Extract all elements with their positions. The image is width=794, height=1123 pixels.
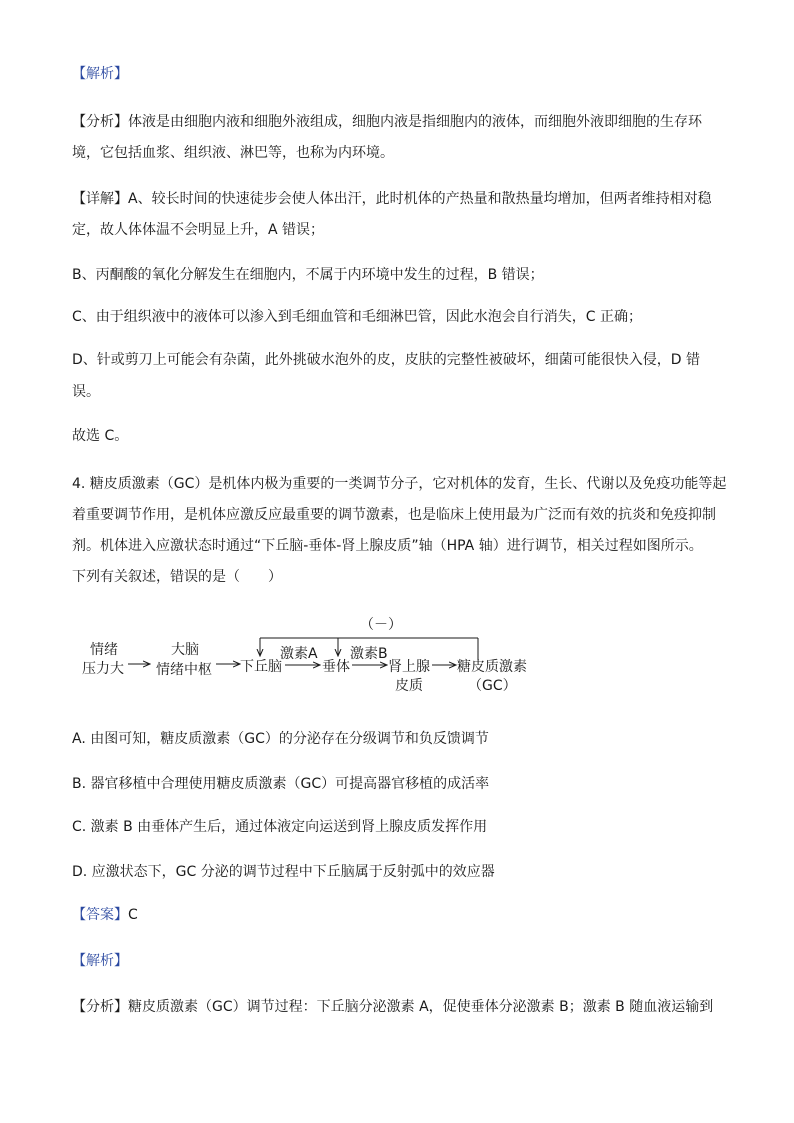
feedback-sign: （－） [360,617,402,633]
brain-label-line1: 大脑 [171,642,199,658]
option-d: D. 应激状态下，GC 分泌的调节过程中下丘脑属于反射弧中的效应器 [72,864,495,880]
detail-option-b: B、丙酮酸的氧化分解发生在细胞内，不属于内环境中发生的过程，B 错误； [72,267,544,283]
pituitary-label: 垂体 [322,659,350,675]
gc-label-line2: （GC） [468,678,517,694]
analysis-paragraph-2 [72,997,713,1017]
detail-option-d-line2: 误。 [72,384,100,400]
analysis-label: 【分析】 [72,114,128,130]
detail-label: 【详解】 [72,191,128,207]
detail-option-c: C、由于组织液中的液体可以渗入到毛细血管和毛细淋巴管，因此水泡会自行消失，C 正确； [72,309,642,325]
question4-stem-line2: 着重要调节作用，是机体应激反应最重要的调节激素，也是临床上使用最为广泛而有效的抗炎和免疫抑制 [72,507,716,523]
analysis-text-2: 糖皮质激素（GC）调节过程：下丘脑分泌激素 A，促使垂体分泌激素 B；激素 B 随血液运输到 [128,999,714,1015]
stress-label-line1: 情绪 [90,642,118,658]
stress-label-line2: 压力大 [82,661,124,677]
detail-paragraph [72,189,712,209]
hypothalamus-label: 下丘脑 [240,659,282,675]
analysis-text-line1: 体液是由细胞内液和细胞外液组成，细胞内液是指细胞内的液体，而细胞外液即细胞的生存环 [128,114,702,130]
adrenal-label-line2: 皮质 [395,678,423,694]
analysis-label-2: 【分析】 [72,999,128,1015]
question4-stem-line3: 剂。机体进入应激状态时通过“下丘脑-垂体-肾上腺皮质”轴（HPA 轴）进行调节，相关过程如图所示。 [72,538,703,554]
hormone-a-label: 激素A [280,646,318,662]
detail-text-line2: 定，故人体体温不会明显上升，A 错误； [72,222,325,238]
question4-stem-line1: 4. 糖皮质激素（GC）是机体内极为重要的一类调节分子，它对机体的发育，生长、代谢以及免疫功能等起 [72,476,727,492]
analysis-heading-2: 【解析】 [72,953,128,969]
analysis-heading: 【解析】 [72,66,128,82]
answer-value: C [128,907,138,923]
adrenal-label-line1: 肾上腺 [388,659,430,675]
analysis-text-line2: 境，它包括血浆、组织液、淋巴等，也称为内环境。 [72,145,394,161]
section1-answer: 故选 C。 [72,428,129,444]
detail-option-d-line1: D、针或剪刀上可能会有杂菌，此外挑破水泡外的皮，皮肤的完整性被破坏，细菌可能很快入侵，D 错 [72,352,701,368]
answer-label: 【答案】 [72,907,128,923]
option-a: A. 由图可知，糖皮质激素（GC）的分泌存在分级调节和负反馈调节 [72,731,489,747]
brain-label-line2: 情绪中枢 [156,662,212,678]
analysis-paragraph [72,112,702,132]
option-b: B. 器官移植中合理使用糖皮质激素（GC）可提高器官移植的成活率 [72,776,490,792]
answer-line [72,905,138,925]
hormone-b-label: 激素B [350,646,388,662]
hpa-axis-diagram [70,610,540,700]
option-c: C. 激素 B 由垂体产生后，通过体液定向运送到肾上腺皮质发挥作用 [72,819,488,835]
gc-label-line1: 糖皮质激素 [457,659,527,675]
question4-stem-line4: 下列有关叙述，错误的是（ ） [72,569,282,585]
detail-text-line1: A、较长时间的快速徒步会使人体出汗，此时机体的产热量和散热量均增加，但两者维持相对稳 [128,191,712,207]
